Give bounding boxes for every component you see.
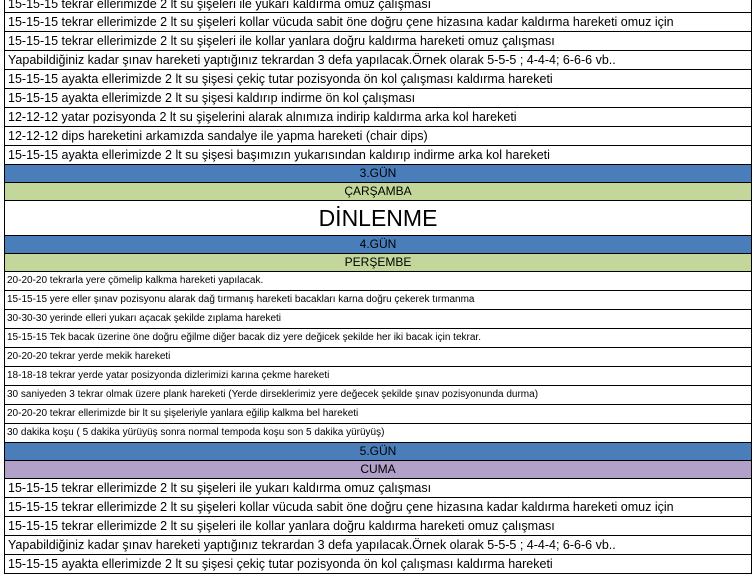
exercise-row: 20-20-20 tekrar ellerimizde bir lt su şişeleriyle yanlara eğilip kalkma bel hareketi	[4, 405, 752, 424]
exercise-row: 15-15-15 yere eller şınav pozisyonu alarak dağ tırmanış hareketi bacakları karna doğru çekerek tırmanma	[4, 291, 752, 310]
exercise-row: 15-15-15 Tek bacak üzerine öne doğru eğilme diğer bacak diz yere değicek şekilde her iki bacak için tekrar.	[4, 329, 752, 348]
weekday-friday: CUMA	[4, 461, 752, 479]
exercise-row: Yapabildiğiniz kadar şınav hareketi yaptığınız tekrardan 3 defa yapılacak.Örnek olarak 5-5-5 ; 4-4-4; 6-6-6 vb..	[4, 51, 752, 70]
exercise-row: 18-18-18 tekrar yerde yatar posizyonda dizlerimizi karına çekme hareketi	[4, 367, 752, 386]
exercise-row: 20-20-20 tekrar yerde mekik hareketi	[4, 348, 752, 367]
day-5-header: 5.GÜN	[4, 443, 752, 461]
day-3-header: 3.GÜN	[4, 165, 752, 183]
exercise-row: 30 dakika koşu ( 5 dakika yürüyüş sonra normal tempoda koşu son 5 dakika yürüyüş)	[4, 424, 752, 443]
exercise-row: 15-15-15 tekrar ellerimizde 2 lt su şişeleri ile yukarı kaldırma omuz çalışması	[4, 479, 752, 498]
exercise-row: 12-12-12 yatar pozisyonda 2 lt su şişelerini alarak alnımıza indirip kaldırma arka kol hareketi	[4, 108, 752, 127]
exercise-row: 30 saniyeden 3 tekrar olmak üzere plank hareketi (Yerde dirseklerimiz yere değecek şekilde şınav pozisyonunda durma)	[4, 386, 752, 405]
exercise-row: 15-15-15 ayakta ellerimizde 2 lt su şişesi başımızın yukarısından kaldırıp indirme arka kol hareketi	[4, 146, 752, 165]
exercise-row: 20-20-20 tekrarla yere çömelip kalkma hareketi yapılacak.	[4, 272, 752, 291]
exercise-row: 15-15-15 tekrar ellerimizde 2 lt su şişeleri ile yukarı kaldırma omuz çalışması	[4, 0, 752, 13]
exercise-row: Yapabildiğiniz kadar şınav hareketi yaptığınız tekrardan 3 defa yapılacak.Örnek olarak 5-5-5 ; 4-4-4; 6-6-6 vb..	[4, 536, 752, 555]
weekday-wednesday: ÇARŞAMBA	[4, 183, 752, 201]
workout-sheet	[4, 0, 752, 574]
exercise-row: 15-15-15 ayakta ellerimizde 2 lt su şişesi kaldırıp indirme ön kol çalışması	[4, 89, 752, 108]
exercise-row: 15-15-15 tekrar ellerimizde 2 lt su şişeleri ile kollar yanlara doğru kaldırma hareketi omuz çalışması	[4, 32, 752, 51]
exercise-row: 15-15-15 tekrar ellerimizde 2 lt su şişeleri kollar vücuda sabit öne doğru çene hizasına kadar kaldırma hareketi omuz için	[4, 498, 752, 517]
exercise-row: 15-15-15 ayakta ellerimizde 2 lt su şişesi çekiç tutar pozisyonda ön kol çalışması kaldırma hareketi	[4, 70, 752, 89]
exercise-row: 30-30-30 yerinde elleri yukarı açacak şekilde zıplama hareketi	[4, 310, 752, 329]
day-4-header: 4.GÜN	[4, 236, 752, 254]
weekday-thursday: PERŞEMBE	[4, 254, 752, 272]
exercise-row: 12-12-12 dips hareketini arkamızda sandalye ile yapma hareketi (chair dips)	[4, 127, 752, 146]
rest-day-label: DİNLENME	[4, 201, 752, 236]
exercise-row: 15-15-15 ayakta ellerimizde 2 lt su şişesi çekiç tutar pozisyonda ön kol çalışması kaldırma hareketi	[4, 555, 752, 574]
exercise-row: 15-15-15 tekrar ellerimizde 2 lt su şişeleri ile kollar yanlara doğru kaldırma hareketi omuz çalışması	[4, 517, 752, 536]
exercise-row: 15-15-15 tekrar ellerimizde 2 lt su şişeleri kollar vücuda sabit öne doğru çene hizasına kadar kaldırma hareketi omuz için	[4, 13, 752, 32]
